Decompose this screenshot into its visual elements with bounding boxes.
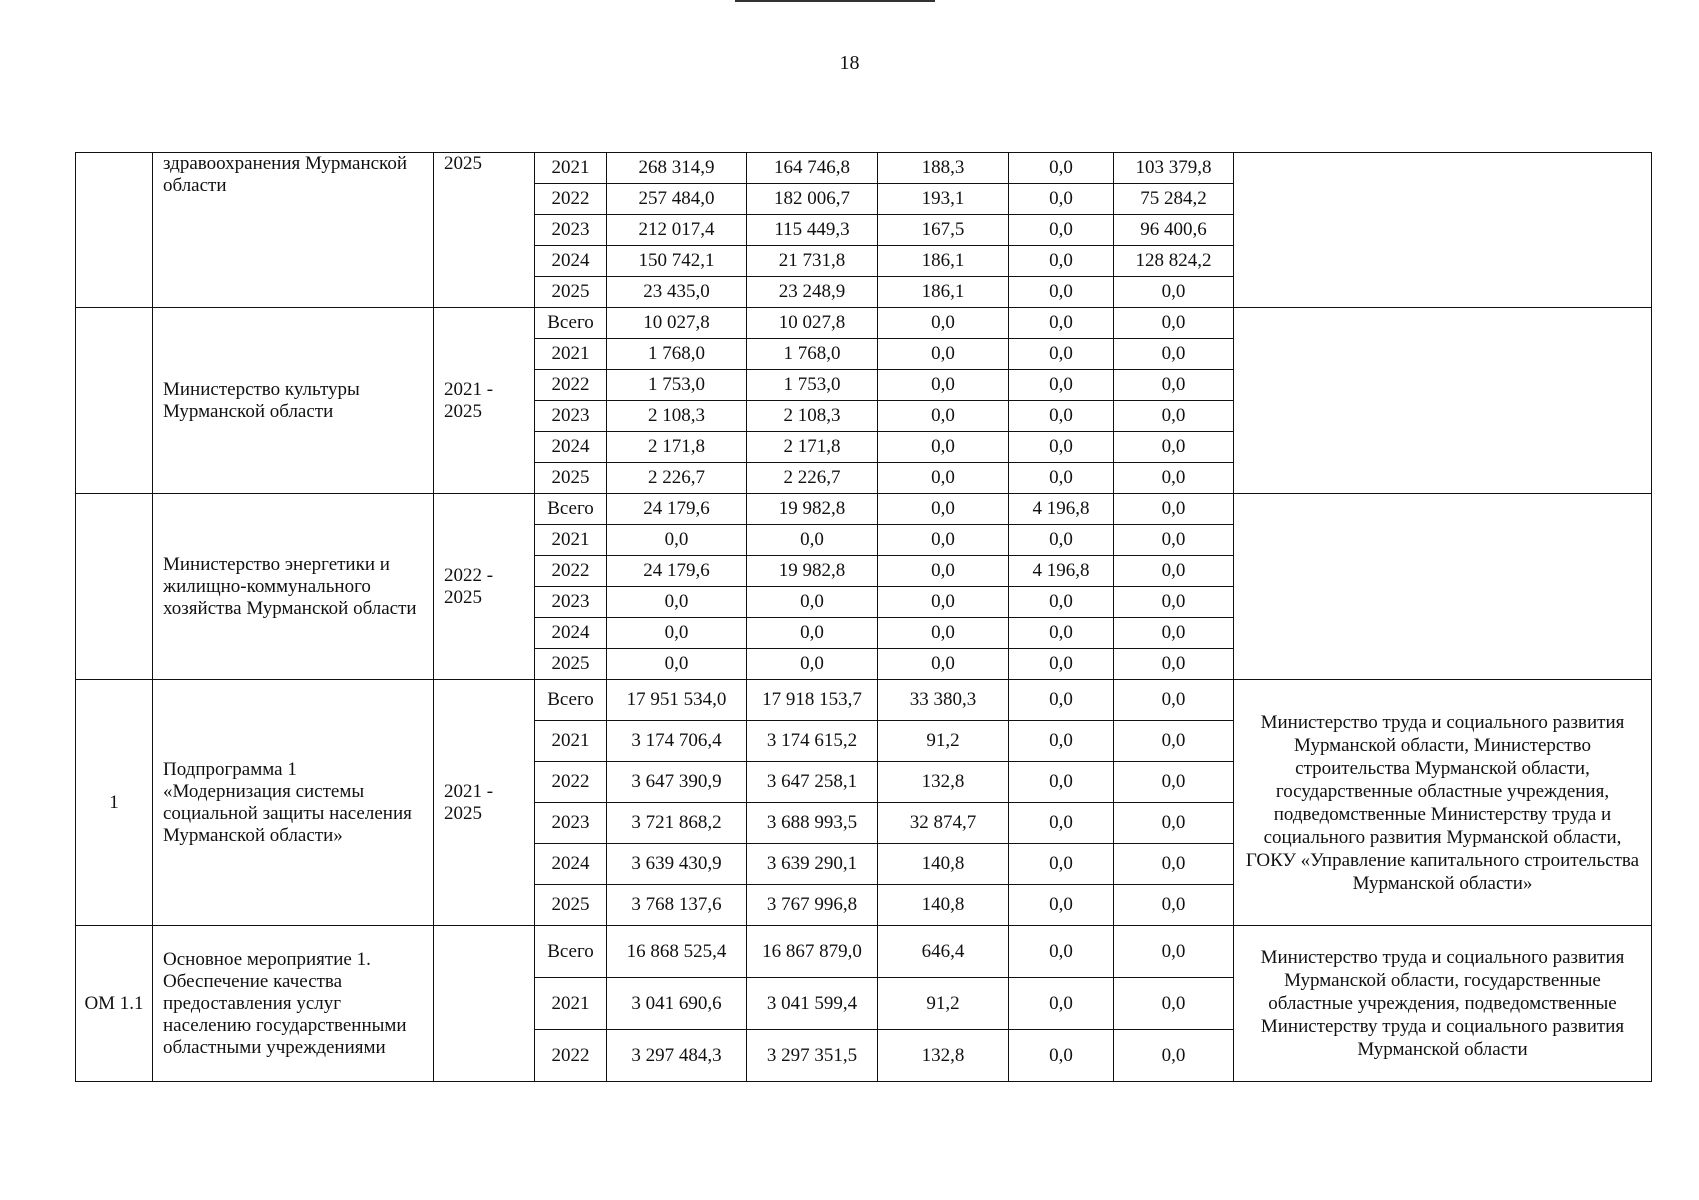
year-cell: Всего [535, 494, 607, 525]
regional-cell: 1 753,0 [747, 370, 878, 401]
federal-cell: 0,0 [878, 432, 1009, 463]
total-cell: 3 297 484,3 [607, 1030, 747, 1082]
local-cell: 0,0 [1009, 926, 1114, 978]
regional-cell: 2 226,7 [747, 463, 878, 494]
local-cell: 0,0 [1009, 308, 1114, 339]
federal-cell: 91,2 [878, 978, 1009, 1030]
year-cell: 2022 [535, 184, 607, 215]
row-executor [1234, 494, 1652, 680]
other-cell: 96 400,6 [1114, 215, 1234, 246]
row-code [76, 153, 153, 308]
regional-cell: 3 767 996,8 [747, 885, 878, 926]
year-cell: 2023 [535, 215, 607, 246]
local-cell: 0,0 [1009, 463, 1114, 494]
table-row [76, 153, 1652, 184]
regional-cell: 10 027,8 [747, 308, 878, 339]
regional-cell: 3 647 258,1 [747, 762, 878, 803]
year-cell: 2022 [535, 762, 607, 803]
total-cell: 150 742,1 [607, 246, 747, 277]
local-cell: 0,0 [1009, 680, 1114, 721]
federal-cell: 0,0 [878, 618, 1009, 649]
other-cell: 0,0 [1114, 844, 1234, 885]
year-cell: 2025 [535, 463, 607, 494]
row-executor: Министерство труда и социального развития Мурманской области, государственные областные учреждения, подведомственные Министерству труда и социального развития Мурманской области [1234, 926, 1652, 1082]
year-cell: 2021 [535, 153, 607, 184]
other-cell: 0,0 [1114, 721, 1234, 762]
federal-cell: 0,0 [878, 556, 1009, 587]
other-cell: 0,0 [1114, 587, 1234, 618]
regional-cell: 16 867 879,0 [747, 926, 878, 978]
year-cell: Всего [535, 308, 607, 339]
row-name: Министерство энергетики и жилищно-коммунального хозяйства Мурманской области [153, 494, 434, 680]
row-executor [1234, 153, 1652, 308]
local-cell: 0,0 [1009, 978, 1114, 1030]
regional-cell: 19 982,8 [747, 556, 878, 587]
other-cell: 0,0 [1114, 885, 1234, 926]
regional-cell: 0,0 [747, 525, 878, 556]
federal-cell: 167,5 [878, 215, 1009, 246]
total-cell: 3 639 430,9 [607, 844, 747, 885]
year-cell: 2021 [535, 721, 607, 762]
local-cell: 0,0 [1009, 401, 1114, 432]
federal-cell: 132,8 [878, 762, 1009, 803]
total-cell: 23 435,0 [607, 277, 747, 308]
regional-cell: 2 108,3 [747, 401, 878, 432]
local-cell: 0,0 [1009, 844, 1114, 885]
total-cell: 0,0 [607, 649, 747, 680]
federal-cell: 0,0 [878, 401, 1009, 432]
year-cell: 2023 [535, 803, 607, 844]
local-cell: 0,0 [1009, 587, 1114, 618]
regional-cell: 3 688 993,5 [747, 803, 878, 844]
year-cell: Всего [535, 680, 607, 721]
federal-cell: 32 874,7 [878, 803, 1009, 844]
local-cell: 0,0 [1009, 803, 1114, 844]
other-cell: 0,0 [1114, 277, 1234, 308]
row-name: Основное мероприятие 1. Обеспечение качества предоставления услуг населению государственными областными учреждениями [153, 926, 434, 1082]
row-executor [1234, 308, 1652, 494]
budget-table [75, 152, 1652, 1082]
total-cell: 0,0 [607, 525, 747, 556]
federal-cell: 0,0 [878, 339, 1009, 370]
row-period: 2021 - 2025 [434, 680, 535, 926]
other-cell: 0,0 [1114, 308, 1234, 339]
other-cell: 0,0 [1114, 339, 1234, 370]
total-cell: 3 174 706,4 [607, 721, 747, 762]
total-cell: 24 179,6 [607, 494, 747, 525]
table-row [76, 680, 1652, 721]
regional-cell: 3 174 615,2 [747, 721, 878, 762]
local-cell: 0,0 [1009, 885, 1114, 926]
regional-cell: 23 248,9 [747, 277, 878, 308]
federal-cell: 193,1 [878, 184, 1009, 215]
year-cell: 2025 [535, 277, 607, 308]
federal-cell: 0,0 [878, 587, 1009, 618]
total-cell: 1 753,0 [607, 370, 747, 401]
total-cell: 2 108,3 [607, 401, 747, 432]
other-cell: 0,0 [1114, 762, 1234, 803]
top-rule [735, 0, 935, 2]
year-cell: 2022 [535, 1030, 607, 1082]
local-cell: 0,0 [1009, 184, 1114, 215]
regional-cell: 3 041 599,4 [747, 978, 878, 1030]
table-row [76, 926, 1652, 978]
regional-cell: 0,0 [747, 587, 878, 618]
regional-cell: 19 982,8 [747, 494, 878, 525]
regional-cell: 115 449,3 [747, 215, 878, 246]
total-cell: 0,0 [607, 618, 747, 649]
local-cell: 0,0 [1009, 215, 1114, 246]
year-cell: 2024 [535, 618, 607, 649]
other-cell: 0,0 [1114, 803, 1234, 844]
year-cell: 2022 [535, 556, 607, 587]
other-cell: 0,0 [1114, 463, 1234, 494]
total-cell: 10 027,8 [607, 308, 747, 339]
year-cell: Всего [535, 926, 607, 978]
total-cell: 17 951 534,0 [607, 680, 747, 721]
year-cell: 2024 [535, 432, 607, 463]
federal-cell: 140,8 [878, 844, 1009, 885]
federal-cell: 0,0 [878, 370, 1009, 401]
row-code [76, 494, 153, 680]
regional-cell: 3 639 290,1 [747, 844, 878, 885]
row-period: 2021 - 2025 [434, 308, 535, 494]
row-name: Подпрограмма 1 «Модернизация системы социальной защиты населения Мурманской области» [153, 680, 434, 926]
federal-cell: 140,8 [878, 885, 1009, 926]
federal-cell: 0,0 [878, 463, 1009, 494]
other-cell: 0,0 [1114, 978, 1234, 1030]
local-cell: 0,0 [1009, 277, 1114, 308]
year-cell: 2025 [535, 885, 607, 926]
other-cell: 0,0 [1114, 401, 1234, 432]
year-cell: 2022 [535, 370, 607, 401]
year-cell: 2023 [535, 401, 607, 432]
total-cell: 3 768 137,6 [607, 885, 747, 926]
year-cell: 2021 [535, 525, 607, 556]
other-cell: 0,0 [1114, 680, 1234, 721]
federal-cell: 91,2 [878, 721, 1009, 762]
local-cell: 0,0 [1009, 721, 1114, 762]
row-code: 1 [76, 680, 153, 926]
regional-cell: 182 006,7 [747, 184, 878, 215]
local-cell: 0,0 [1009, 246, 1114, 277]
total-cell: 3 647 390,9 [607, 762, 747, 803]
total-cell: 24 179,6 [607, 556, 747, 587]
row-period: 2025 [434, 153, 535, 308]
other-cell: 0,0 [1114, 370, 1234, 401]
total-cell: 257 484,0 [607, 184, 747, 215]
total-cell: 3 041 690,6 [607, 978, 747, 1030]
total-cell: 2 226,7 [607, 463, 747, 494]
row-executor: Министерство труда и социального развития Мурманской области, Министерство строительства Мурманской области, государственные областные учреждения, подведомственные Министерству труда и социального развития Мурманской области, ГОКУ «Управление капитального строительства Мурманской области» [1234, 680, 1652, 926]
other-cell: 103 379,8 [1114, 153, 1234, 184]
other-cell: 0,0 [1114, 618, 1234, 649]
other-cell: 0,0 [1114, 1030, 1234, 1082]
other-cell: 0,0 [1114, 926, 1234, 978]
page-number: 18 [839, 52, 860, 74]
year-cell: 2021 [535, 978, 607, 1030]
federal-cell: 0,0 [878, 308, 1009, 339]
regional-cell: 164 746,8 [747, 153, 878, 184]
federal-cell: 0,0 [878, 525, 1009, 556]
regional-cell: 17 918 153,7 [747, 680, 878, 721]
row-name: здравоохранения Мурманской области [153, 153, 434, 308]
federal-cell: 33 380,3 [878, 680, 1009, 721]
federal-cell: 0,0 [878, 494, 1009, 525]
table-row [76, 308, 1652, 339]
local-cell: 0,0 [1009, 153, 1114, 184]
row-code: ОМ 1.1 [76, 926, 153, 1082]
local-cell: 0,0 [1009, 339, 1114, 370]
other-cell: 0,0 [1114, 556, 1234, 587]
budget-body [76, 153, 1652, 1082]
local-cell: 0,0 [1009, 370, 1114, 401]
year-cell: 2025 [535, 649, 607, 680]
row-code [76, 308, 153, 494]
year-cell: 2021 [535, 339, 607, 370]
total-cell: 268 314,9 [607, 153, 747, 184]
other-cell: 128 824,2 [1114, 246, 1234, 277]
year-cell: 2024 [535, 246, 607, 277]
regional-cell: 0,0 [747, 618, 878, 649]
federal-cell: 186,1 [878, 277, 1009, 308]
row-name: Министерство культуры Мурманской области [153, 308, 434, 494]
year-cell: 2023 [535, 587, 607, 618]
other-cell: 0,0 [1114, 525, 1234, 556]
total-cell: 3 721 868,2 [607, 803, 747, 844]
local-cell: 0,0 [1009, 1030, 1114, 1082]
regional-cell: 2 171,8 [747, 432, 878, 463]
other-cell: 0,0 [1114, 649, 1234, 680]
regional-cell: 3 297 351,5 [747, 1030, 878, 1082]
regional-cell: 0,0 [747, 649, 878, 680]
local-cell: 0,0 [1009, 432, 1114, 463]
federal-cell: 186,1 [878, 246, 1009, 277]
table-row [76, 494, 1652, 525]
federal-cell: 132,8 [878, 1030, 1009, 1082]
federal-cell: 188,3 [878, 153, 1009, 184]
local-cell: 4 196,8 [1009, 556, 1114, 587]
regional-cell: 1 768,0 [747, 339, 878, 370]
other-cell: 0,0 [1114, 432, 1234, 463]
local-cell: 0,0 [1009, 525, 1114, 556]
local-cell: 0,0 [1009, 762, 1114, 803]
total-cell: 0,0 [607, 587, 747, 618]
total-cell: 2 171,8 [607, 432, 747, 463]
total-cell: 16 868 525,4 [607, 926, 747, 978]
other-cell: 75 284,2 [1114, 184, 1234, 215]
row-period: 2022 - 2025 [434, 494, 535, 680]
total-cell: 1 768,0 [607, 339, 747, 370]
regional-cell: 21 731,8 [747, 246, 878, 277]
local-cell: 4 196,8 [1009, 494, 1114, 525]
year-cell: 2024 [535, 844, 607, 885]
federal-cell: 0,0 [878, 649, 1009, 680]
total-cell: 212 017,4 [607, 215, 747, 246]
federal-cell: 646,4 [878, 926, 1009, 978]
local-cell: 0,0 [1009, 649, 1114, 680]
local-cell: 0,0 [1009, 618, 1114, 649]
row-period [434, 926, 535, 1082]
other-cell: 0,0 [1114, 494, 1234, 525]
